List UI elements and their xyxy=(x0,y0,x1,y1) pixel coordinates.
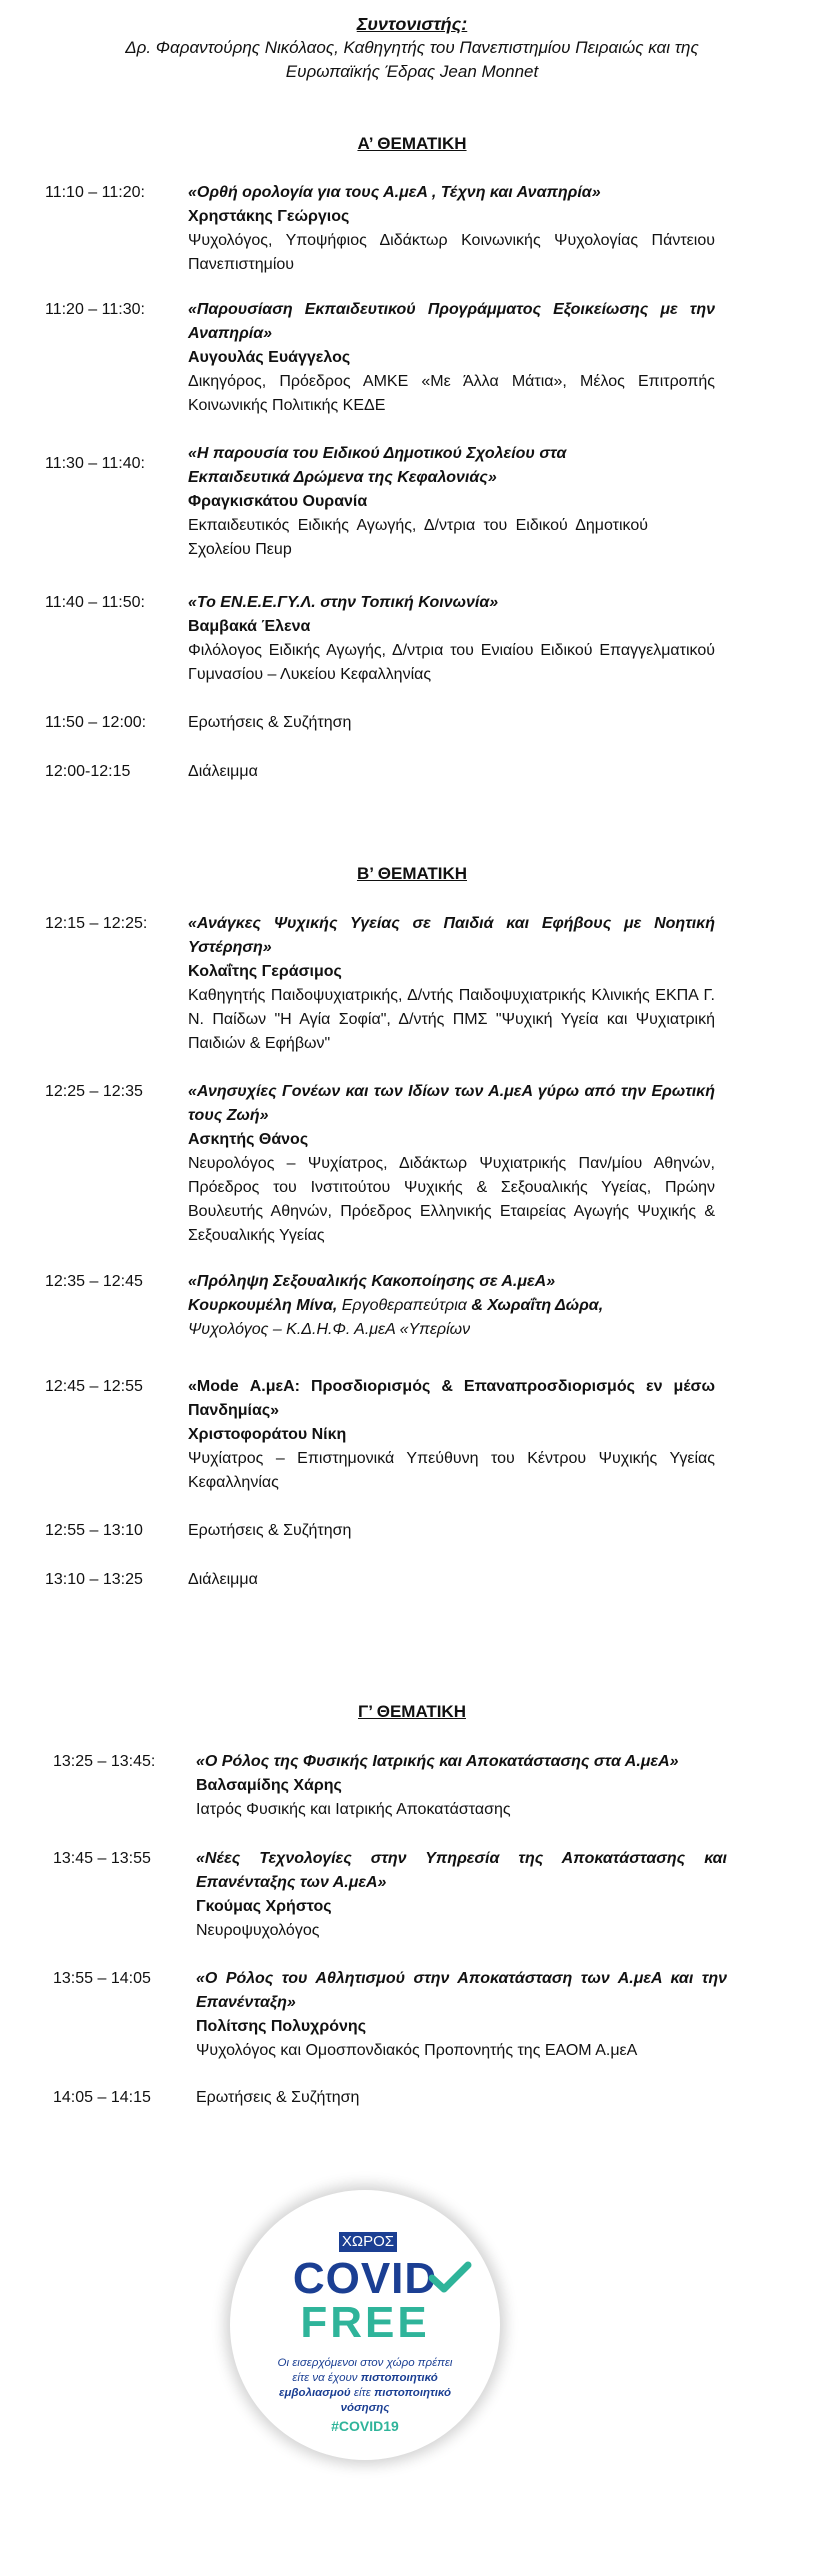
session-time: 11:50 – 12:00: xyxy=(45,714,147,731)
badge-note-text: Οι εισερχόμενοι στον χώρο πρέπει xyxy=(277,2357,453,2369)
session-text: Ερωτήσεις & Συζήτηση xyxy=(196,2089,360,2106)
session-description: Δικηγόρος, Πρόεδρος ΑΜΚΕ «Με Άλλα Μάτια», Μέλος Επιτροπής Κοινωνικής Πολιτικής ΚΕΔΕ xyxy=(188,373,715,414)
session-time: 11:20 – 11:30: xyxy=(45,301,145,318)
session-time: 13:45 – 13:55 xyxy=(53,1850,151,1867)
session-description: Ψυχολόγος, Υποψήφιος Διδάκτωρ Κοινωνικής Ψυχολογίας Πάντειου Πανεπιστημίου xyxy=(188,232,715,273)
coordinator-line-1: Δρ. Φαραντούρης Νικόλαος, Καθηγητής του Πανεπιστημίου Πειραιώς και της xyxy=(125,38,699,57)
badge-note-bold: εμβολιασμού xyxy=(278,2387,351,2399)
session-description: Φιλόλογος Ειδικής Αγωγής, Δ/ντρια του Ενιαίου Ειδικού Επαγγελματικού Γυμνασίου – Λυκείου Κεφαλληνίας xyxy=(188,642,715,683)
session-description: Νευρολόγος – Ψυχίατρος, Διδάκτωρ Ψυχιατρικής Παν/μίου Αθηνών, Πρόεδρος του Ινστιτούτου Ψυχικής & Σεξουαλικής Υγείας, Πρώην Βουλευτής Αθηνών, Πρόεδρος Ελληνικής Εταιρείας Αγωγής Ψυχικής & Σεξουαλικής Υγείας xyxy=(188,1155,715,1244)
session-speaker: Κουρκουμέλη Μίνα, xyxy=(188,1297,338,1314)
session-speaker: Κολαΐτης Γεράσιμος xyxy=(188,963,342,980)
session-title: «Το ΕΝ.Ε.Ε.ΓΥ.Λ. στην Τοπική Κοινωνία» xyxy=(188,594,499,611)
session-title: «Ο Ρόλος της Φυσικής Ιατρικής και Αποκατάστασης στα Α.μεΑ» xyxy=(196,1753,679,1770)
badge-covid-word: COVID xyxy=(292,2254,438,2303)
coordinator-line-2: Ευρωπαϊκής Έδρας Jean Monnet xyxy=(285,62,539,81)
session-time: 12:15 – 12:25: xyxy=(45,915,148,932)
session-speaker: Χριστοφοράτου Νίκη xyxy=(188,1426,347,1443)
badge-note-bold: νόσησης xyxy=(340,2402,390,2414)
session-time: 11:30 – 11:40: xyxy=(45,455,145,472)
session-role: Εργοθεραπεύτρια xyxy=(337,1297,472,1314)
section-a-title: Α’ ΘΕΜΑΤΙΚΗ xyxy=(357,134,467,153)
session-time: 11:40 – 11:50: xyxy=(45,594,145,611)
session-speaker: Χρηστάκης Γεώργιος xyxy=(188,208,350,225)
session-description: Ψυχίατρος – Επιστημονικά Υπεύθυνη του Κέντρου Ψυχικής Υγείας Κεφαλληνίας xyxy=(188,1450,715,1491)
session-speaker: Γκούμας Χρήστος xyxy=(196,1898,332,1915)
session-time: 12:55 – 13:10 xyxy=(45,1522,143,1539)
session-time: 12:45 – 12:55 xyxy=(45,1378,143,1395)
badge-free-word: FREE xyxy=(300,2298,430,2347)
session-description: Εκπαιδευτικός Ειδικής Αγωγής, Δ/ντρια του Ειδικού Δημοτικού Σχολείου Πεup xyxy=(188,517,648,558)
session-text: Ερωτήσεις & Συζήτηση xyxy=(188,1522,352,1539)
session-time: 12:00-12:15 xyxy=(45,763,131,780)
session-speaker: & Χωραΐτη Δώρα, xyxy=(471,1297,604,1314)
session-time: 12:35 – 12:45 xyxy=(45,1273,143,1290)
session-title: «Η παρουσία του Ειδικού Δημοτικού Σχολείου στα Εκπαιδευτικά Δρώμενα της Κεφαλονιάς» xyxy=(188,445,567,486)
session-description: Ψυχολόγος και Ομοσπονδιακός Προπονητής της ΕΑΟΜ Α.μεΑ xyxy=(196,2042,638,2059)
session-text: Διάλειμμα xyxy=(188,1571,258,1588)
badge-space-label: ΧΩΡΟΣ xyxy=(339,2232,397,2252)
badge-note-bold: πιστοποιητικό xyxy=(360,2372,438,2384)
session-speaker: Φραγκισκάτου Ουρανία xyxy=(188,493,368,510)
session-speaker: Βαμβακά Έλενα xyxy=(188,618,311,635)
badge-note-text: είτε να έχουν xyxy=(292,2372,358,2384)
session-speaker: Πολίτσης Πολυχρόνης xyxy=(196,2018,367,2035)
badge-hashtag: #COVID19 xyxy=(331,2418,399,2434)
session-time: 11:10 – 11:20: xyxy=(45,184,145,201)
session-title: «Παρουσίαση Εκπαιδευτικού Προγράμματος Εξοικείωσης με την Αναπηρία» xyxy=(188,301,715,342)
session-title: «Νέες Τεχνολογίες στην Υπηρεσία της Αποκατάστασης και Επανένταξης των Α.μεΑ» xyxy=(196,1850,727,1891)
coordinator-label: Συντονιστής: xyxy=(356,14,468,34)
session-time: 13:25 – 13:45: xyxy=(53,1753,156,1770)
session-text: Ερωτήσεις & Συζήτηση xyxy=(188,714,352,731)
session-title: «Ορθή ορολογία για τους Α.μεΑ , Τέχνη και Αναπηρία» xyxy=(188,184,601,201)
session-time: 12:25 – 12:35 xyxy=(45,1083,143,1100)
section-b-title: Β’ ΘΕΜΑΤΙΚΗ xyxy=(356,864,468,883)
session-title: «Ανάγκες Ψυχικής Υγείας σε Παιδιά και Εφήβους με Νοητική Υστέρηση» xyxy=(188,915,715,956)
session-description: Ιατρός Φυσικής και Ιατρικής Αποκατάστασης xyxy=(196,1801,511,1818)
session-title: «Mode Α.μεΑ: Προσδιορισμός & Επαναπροσδιορισμός εν μέσω Πανδημίας» xyxy=(188,1378,715,1419)
session-speaker: Αυγουλάς Ευάγγελος xyxy=(188,349,351,366)
covid-free-badge xyxy=(230,2190,500,2460)
session-title: «Ο Ρόλος του Αθλητισμού στην Αποκατάσταση των Α.μεΑ και την Επανένταξη» xyxy=(196,1970,727,2011)
session-description: Νευροψυχολόγος xyxy=(196,1922,320,1939)
session-role: Ψυχολόγος – Κ.Δ.Η.Φ. Α.μεΑ «Υπερίων xyxy=(188,1321,471,1338)
check-icon xyxy=(428,2260,472,2294)
session-time: 13:10 – 13:25 xyxy=(45,1571,143,1588)
session-time: 13:55 – 14:05 xyxy=(53,1970,151,1987)
session-description: Καθηγητής Παιδοψυχιατρικής, Δ/ντής Παιδοψυχιατρικής Κλινικής ΕΚΠΑ Γ. Ν. Παίδων "Η Αγία Σοφία", Δ/ντής ΠΜΣ "Ψυχική Υγεία και Ψυχιατρική Παιδιών & Εφήβων" xyxy=(188,987,715,1052)
badge-note xyxy=(260,2356,470,2416)
badge-note-text: είτε xyxy=(353,2387,371,2399)
section-c-title: Γ’ ΘΕΜΑΤΙΚΗ xyxy=(358,1702,466,1721)
session-title: «Ανησυχίες Γονέων και των Ιδίων των Α.μεΑ γύρω από την Ερωτική τους Ζωή» xyxy=(188,1083,715,1124)
session-time: 14:05 – 14:15 xyxy=(53,2089,151,2106)
session-text: Διάλειμμα xyxy=(188,763,258,780)
session-title: «Πρόληψη Σεξουαλικής Κακοποίησης σε Α.μεΑ» xyxy=(188,1273,556,1290)
session-speaker: Ασκητής Θάνος xyxy=(188,1131,309,1148)
badge-note-bold: πιστοποιητικό xyxy=(374,2387,452,2399)
session-speaker: Βαλσαμίδης Χάρης xyxy=(196,1777,342,1794)
